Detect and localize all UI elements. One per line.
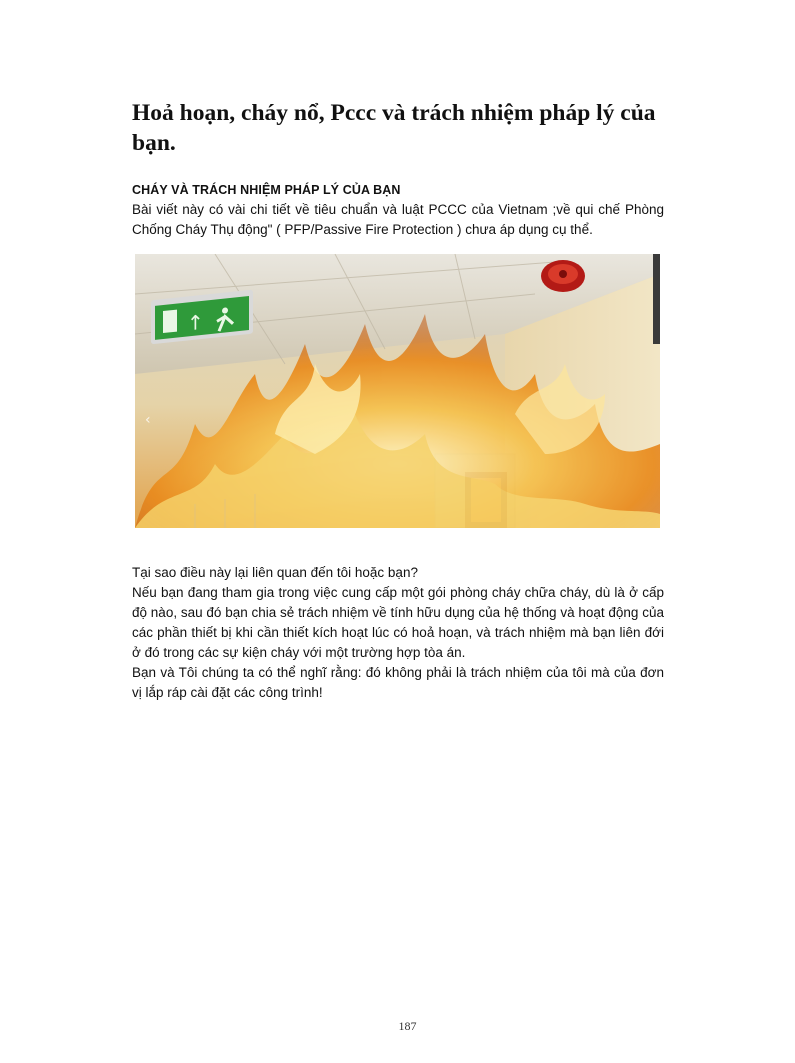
fire-scene-illustration xyxy=(135,254,660,528)
body-paragraph: Bạn và Tôi chúng ta có thể nghĩ rằng: đó không phải là trách nhiệm của tôi mà của đơn vị lắp ráp cài đặt các công trình! xyxy=(132,665,664,700)
smoke-detector xyxy=(541,260,585,292)
body-paragraph: Nếu bạn đang tham gia trong việc cung cấp một gói phòng cháy chữa cháy, dù là ở cấp độ nào, sau đó bạn chia sẻ trách nhiệm về tính hữu dụng của hệ thống và hoạt động của các phần thiết bị khi cần thiết kích hoạt lúc có hoả hoạn, và trách nhiệm mà bạn liên đới ở đó trong các sự kiện cháy với một trường hợp tòa án. xyxy=(132,585,664,660)
section-heading: CHÁY VÀ TRÁCH NHIỆM PHÁP LÝ CỦA BẠN xyxy=(132,183,401,197)
fire-photo xyxy=(135,254,660,528)
body-paragraph: Tại sao điều này lại liên quan đến tôi hoặc bạn? xyxy=(132,565,418,580)
intro-paragraph: Bài viết này có vài chi tiết về tiêu chuẩn và luật PCCC của Vietnam ;về qui chế Phòng Chống Cháy Thụ động" ( PFP/Passive Fire Protection ) chưa áp dụng cụ thể. xyxy=(132,202,664,237)
carousel-prev-icon: ‹ xyxy=(145,412,151,428)
page-number: 187 xyxy=(398,1019,417,1033)
side-panel xyxy=(653,254,660,344)
body-text xyxy=(132,563,664,703)
document-title: Hoả hoạn, cháy nổ, Pccc và trách nhiệm pháp lý của bạn. xyxy=(132,100,656,156)
svg-text:↑: ↑ xyxy=(187,309,204,336)
